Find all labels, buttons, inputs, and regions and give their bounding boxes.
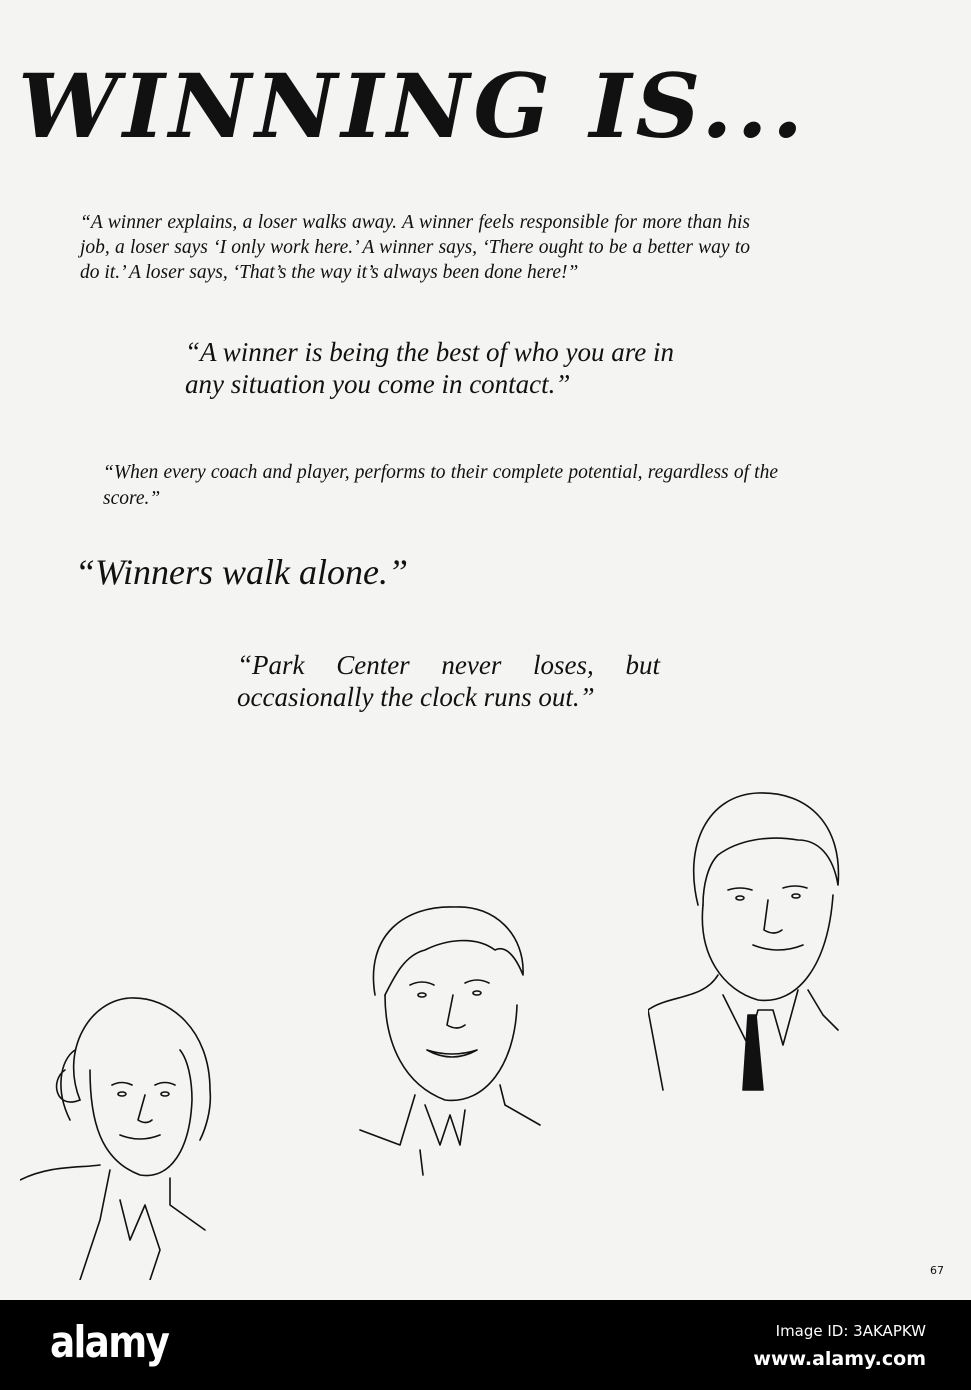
quote-best-of-who-you-are: “A winner is being the best of who you are in any situation you come in contact.” bbox=[185, 337, 674, 399]
quote-every-coach-and-player: “When every coach and player, performs to their complete potential, regardless of the score.” bbox=[103, 462, 778, 509]
page-number: 67 bbox=[930, 1264, 944, 1277]
image-id: Image ID: 3AKAPKW bbox=[775, 1322, 926, 1340]
watermark-bar bbox=[0, 1300, 971, 1390]
alamy-logo: alamy bbox=[50, 1317, 169, 1368]
quote-winner-explains: “A winner explains, a loser walks away. A winner feels responsible for more than his job, a loser says ‘I only work here.’ A winner says, ‘There ought to be a better way to do it.’ A loser says, ‘That’s the way it’s always been done here!” bbox=[80, 212, 750, 283]
quote-park-center: “Park Center never loses, but occasionally the clock runs out.” bbox=[237, 650, 660, 712]
coach-portrait-center bbox=[355, 895, 545, 1180]
coach-portrait-left bbox=[20, 990, 220, 1280]
watermark-url: www.alamy.com bbox=[753, 1348, 926, 1370]
page-title: WINNING IS... bbox=[18, 54, 808, 158]
quote-winners-walk-alone: “Winners walk alone.” bbox=[75, 552, 409, 592]
coach-portrait-right bbox=[648, 785, 848, 1095]
